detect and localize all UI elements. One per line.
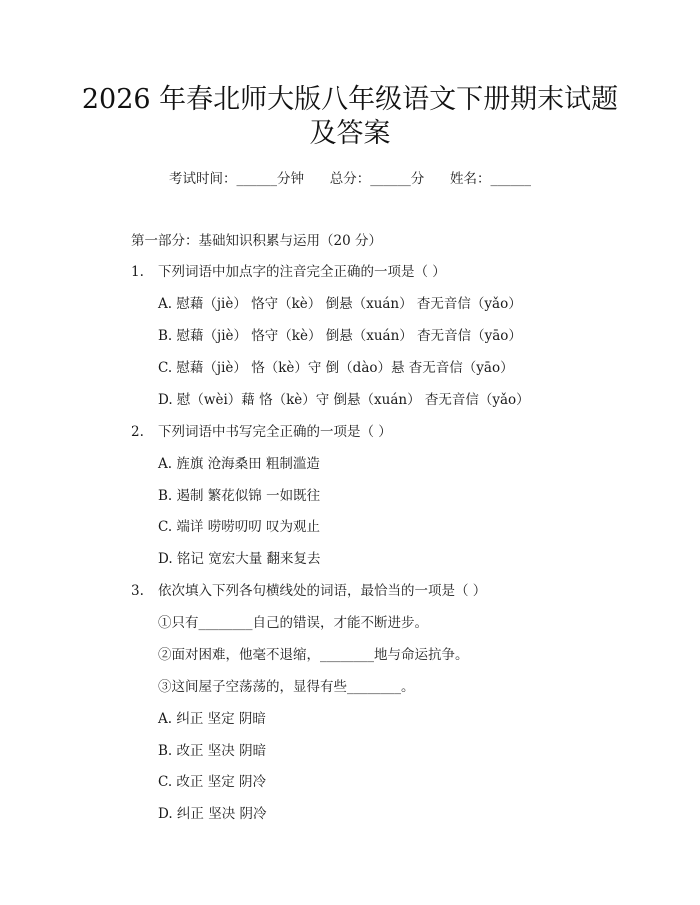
- document-title-line-2: 及答案: [309, 118, 391, 149]
- question-number: 2.: [131, 424, 144, 440]
- fill-in-sentence: ①只有________自己的错误，才能不断进步。: [158, 615, 428, 631]
- answer-option: D. 慰（wèi）藉 恪（kè）守 倒悬（xuán） 杳无音信（yǎo）: [158, 392, 530, 408]
- answer-option: D. 铭记 宽宏大量 翻来复去: [158, 551, 321, 567]
- section-heading: 第一部分：基础知识积累与运用（20 分）: [131, 233, 382, 249]
- question-number: 3.: [131, 583, 144, 599]
- answer-option: C. 端详 唠唠叨叨 叹为观止: [158, 519, 321, 535]
- question-stem: 依次填入下列各句横线处的词语，最恰当的一项是（ ）: [158, 583, 487, 599]
- answer-option: B. 改正 坚决 阴暗: [158, 743, 267, 759]
- answer-option: D. 纠正 坚决 阴冷: [158, 806, 267, 822]
- fill-in-sentence: ③这间屋子空荡荡的，显得有些________。: [158, 679, 415, 695]
- answer-option: A. 慰藉（jiè） 恪守（kè） 倒悬（xuán） 杳无音信（yǎo）: [158, 296, 522, 312]
- answer-option: A. 纠正 坚定 阴暗: [158, 711, 266, 727]
- fill-in-sentence: ②面对困难，他毫不退缩，________地与命运抗争。: [158, 647, 469, 663]
- answer-option: C. 改正 坚定 阴冷: [158, 774, 267, 790]
- answer-option: C. 慰藉（jiè） 恪（kè）守 倒（dào）悬 杳无音信（yāo）: [158, 360, 514, 376]
- document-title-line-1: 2026 年春北师大版八年级语文下册期末试题: [81, 84, 619, 115]
- question-stem: 下列词语中书写完全正确的一项是（ ）: [158, 424, 392, 440]
- question-number: 1.: [131, 264, 144, 280]
- answer-option: B. 遏制 繁花似锦 一如既往: [158, 488, 321, 504]
- answer-option: B. 慰藉（jiè） 恪守（kè） 倒悬（xuán） 杳无音信（yāo）: [158, 328, 522, 344]
- answer-option: A. 旌旗 沧海桑田 粗制滥造: [158, 456, 320, 472]
- question-stem: 下列词语中加点字的注音完全正确的一项是（ ）: [158, 264, 446, 280]
- exam-info-line: 考试时间：______分钟 总分：______分 姓名：______: [169, 171, 531, 187]
